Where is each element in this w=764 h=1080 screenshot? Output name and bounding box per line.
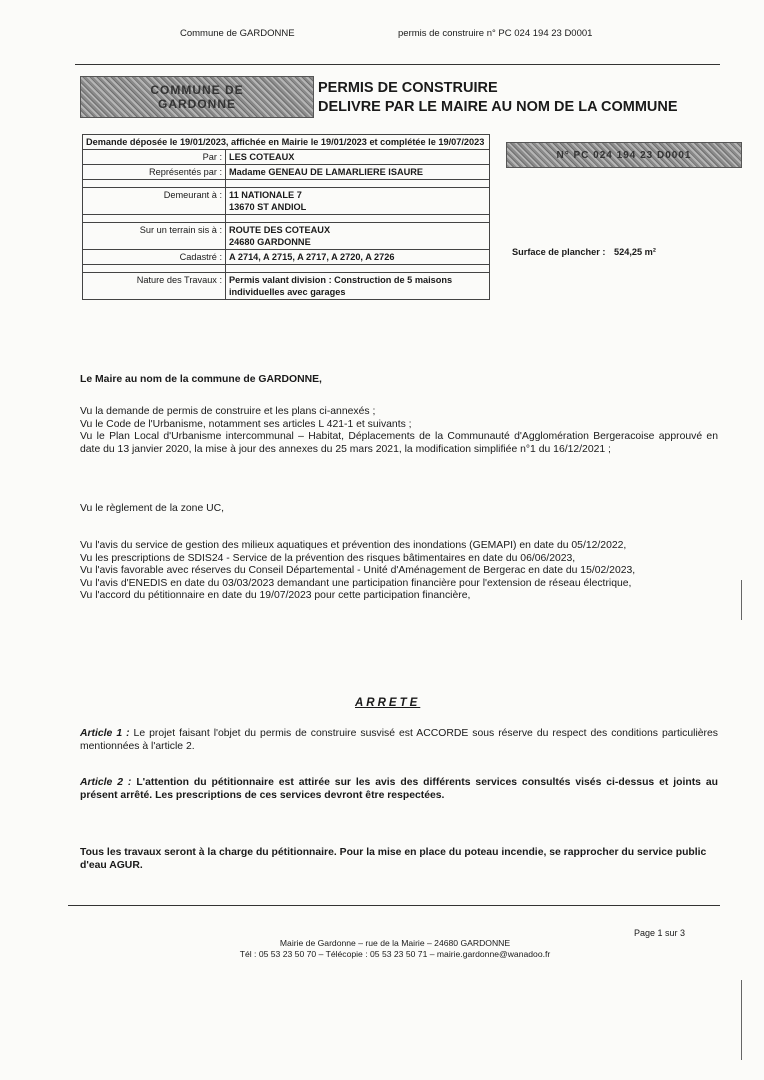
- vu-1: Vu la demande de permis de construire et les plans ci-annexés ;: [80, 406, 376, 417]
- vu-2: Vu le Code de l'Urbanisme, notamment ses articles L 421-1 et suivants ;: [80, 418, 412, 430]
- footer-address: Mairie de Gardonne – rue de la Mairie – 24680 GARDONNE: [279, 938, 511, 948]
- vu-block-1: [80, 406, 718, 456]
- par-label: Par :: [83, 150, 226, 165]
- article-1-label: Article 1 :: [80, 728, 130, 739]
- document-title: [318, 79, 678, 117]
- travaux-paragraph: Tous les travaux seront à la charge du pétitionnaire. Pour la mise en place du poteau incendie, se rapprocher du service public d'eau AGUR.: [80, 847, 707, 871]
- footer-address-block: [150, 938, 640, 960]
- application-details-table: [82, 134, 490, 300]
- nature-label: Nature des Travaux :: [83, 273, 226, 300]
- header-rule: [75, 64, 720, 65]
- representes-value: Madame GENEAU DE LAMARLIERE ISAURE: [226, 165, 490, 180]
- terrain-value: [226, 223, 490, 250]
- demande-cell: Demande déposée le 19/01/2023, affichée en Mairie le 19/01/2023 et complétée le 19/07/2023: [83, 135, 490, 150]
- surface-value: 524,25 m²: [614, 247, 656, 257]
- vu-4: Vu le règlement de la zone UC,: [80, 503, 225, 514]
- terrain-line2: 24680 GARDONNE: [229, 237, 311, 247]
- article-1-text: Le projet faisant l'objet du permis de construire susvisé est ACCORDE sous réserve du respect des conditions particulières mentionnées à l'article 2.: [80, 728, 718, 752]
- article-2-label: Article 2 :: [80, 777, 132, 788]
- footer-rule: [68, 905, 720, 906]
- footer-contact: Tél : 05 53 23 50 70 – Télécopie : 05 53 23 50 71 – mairie.gardonne@wanadoo.fr: [239, 949, 551, 959]
- header-permit-ref: permis de construire n° PC 024 194 23 D0001: [398, 28, 593, 39]
- title-line1: PERMIS DE CONSTRUIRE: [318, 80, 498, 96]
- article-2: [80, 777, 718, 802]
- vu-3: Vu le Plan Local d'Urbanisme intercommunal – Habitat, Déplacements de la Communauté d'Agglomération Bergeracoise approuvé en date du 13 janvier 2020, la mise à jour des annexes du 25 mars 2021, la modification simplifiée n°1 du 16/12/2021 ;: [80, 431, 718, 455]
- representes-label: Représentés par :: [83, 165, 226, 180]
- demeurant-value: [226, 188, 490, 215]
- par-value: LES COTEAUX: [226, 150, 490, 165]
- vu-5: Vu l'avis du service de gestion des milieux aquatiques et prévention des inondations (GEMAPI) en date du 05/12/2022,: [80, 540, 627, 551]
- commune-stamp: [80, 76, 314, 118]
- commune-stamp-line2: GARDONNE: [157, 97, 236, 111]
- surface-plancher: [512, 247, 656, 257]
- nature-value: Permis valant division : Construction de 5 maisons individuelles avec garages: [226, 273, 490, 300]
- vu-8: Vu l'avis d'ENEDIS en date du 03/03/2023 demandant une participation financière pour l'extension de réseau électrique,: [80, 577, 632, 589]
- permit-number-stamp: N° PC 024 194 23 D0001: [506, 142, 742, 168]
- vu-7: Vu l'avis favorable avec réserves du Conseil Départemental - Unité d'Aménagement de Bergerac en date du 15/02/2023,: [80, 565, 636, 577]
- article-1: [80, 728, 718, 753]
- scan-mark: [741, 980, 742, 1060]
- page-number: Page 1 sur 3: [634, 928, 686, 938]
- title-line2: DELIVRE PAR LE MAIRE AU NOM DE LA COMMUNE: [318, 99, 678, 115]
- demeurant-line1: 11 NATIONALE 7: [229, 190, 302, 200]
- terrain-label: Sur un terrain sis à :: [83, 223, 226, 250]
- demeurant-label: Demeurant à :: [83, 188, 226, 215]
- commune-stamp-line1: COMMUNE DE: [150, 83, 244, 97]
- scan-mark: [741, 580, 742, 620]
- cadastre-label: Cadastré :: [83, 250, 226, 265]
- intro-line: Le Maire au nom de la commune de GARDONNE,: [80, 374, 322, 385]
- demeurant-line2: 13670 ST ANDIOL: [229, 202, 307, 212]
- surface-label: Surface de plancher :: [512, 247, 606, 257]
- article-2-text: L'attention du pétitionnaire est attirée sur les avis des différents services consultés visés ci-dessus et joints au présent arrêté. Les prescriptions de ces services devront être respectées.: [80, 777, 718, 801]
- terrain-line1: ROUTE DES COTEAUX: [229, 225, 331, 235]
- vu-block-2: [80, 540, 718, 603]
- vu-9: Vu l'accord du pétitionnaire en date du 19/07/2023 pour cette participation financière,: [80, 590, 471, 602]
- arrete-heading: ARRETE: [355, 697, 421, 709]
- cadastre-value: A 2714, A 2715, A 2717, A 2720, A 2726: [226, 250, 490, 265]
- header-commune: Commune de GARDONNE: [180, 28, 295, 39]
- vu-6: Vu les prescriptions de SDIS24 - Service de la prévention des risques bâtimentaires en date du 06/06/2023,: [80, 552, 576, 564]
